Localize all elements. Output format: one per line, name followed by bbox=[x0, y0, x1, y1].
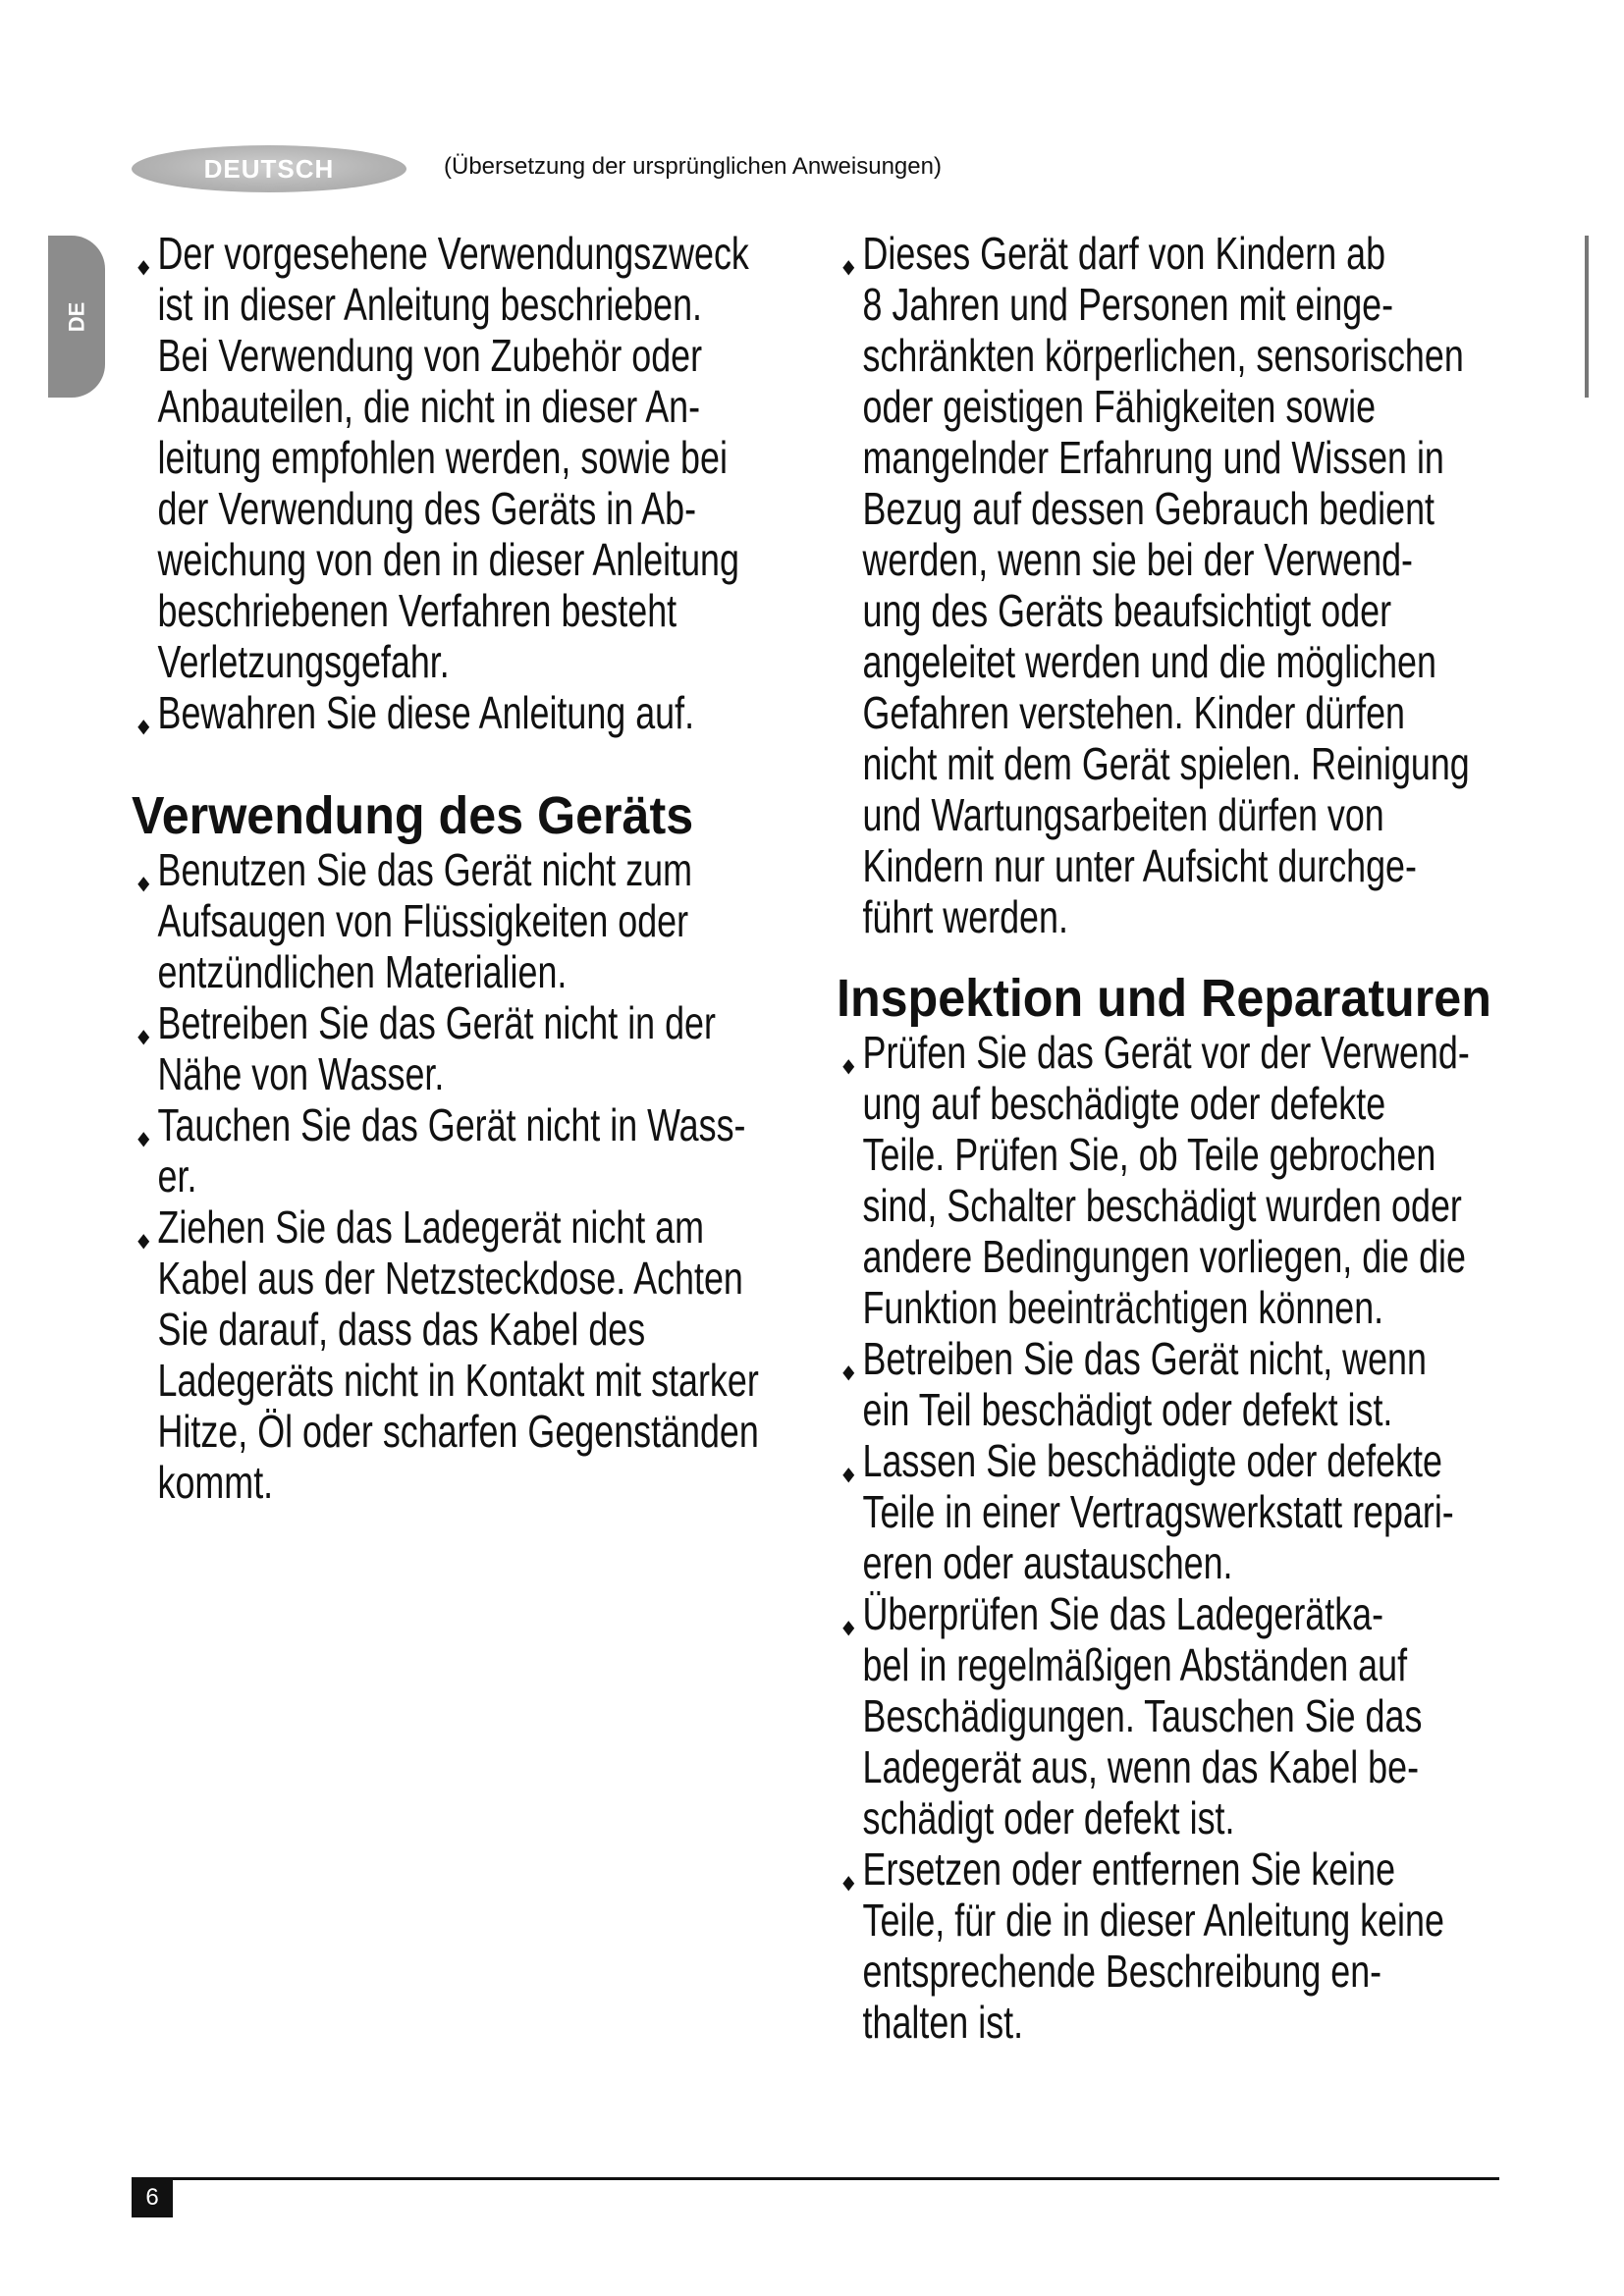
bullet-diamond-icon: ◆ bbox=[842, 1362, 855, 1383]
list-item-text: Bewahren Sie diese Anleitung auf. bbox=[157, 687, 695, 738]
list-item bbox=[837, 1588, 1526, 1843]
bullet-diamond-icon: ◆ bbox=[137, 1128, 150, 1149]
list-item-text: Der vorgesehene Verwendungszweck ist in dieser Anleitung beschrieben. Bei Verwendung von Zubehör oder Anbauteilen, die nicht in dieser An- leitung empfohlen werden, sowie bei der Verwendung des Geräts in Ab- weichung von den in dieser Anleitung beschriebenen Verfahren besteht Verletzungsgefahr. bbox=[157, 228, 749, 687]
section-heading-usage: Verwendung des Geräts bbox=[132, 786, 694, 845]
list-item bbox=[837, 1333, 1526, 1435]
section-heading-inspection: Inspektion und Reparaturen bbox=[837, 969, 1491, 1028]
bullet-diamond-icon: ◆ bbox=[137, 256, 150, 278]
list-item bbox=[132, 687, 821, 766]
list-item bbox=[132, 997, 821, 1099]
bullet-diamond-icon: ◆ bbox=[842, 1617, 855, 1638]
list-item-text: Betreiben Sie das Gerät nicht, wenn ein Teil beschädigt oder defekt ist. bbox=[862, 1333, 1427, 1435]
left-column bbox=[132, 228, 809, 1508]
list-item-text: Benutzen Sie das Gerät nicht zum Aufsaugen von Flüssigkeiten oder entzündlichen Materialien. bbox=[157, 844, 692, 997]
list-item bbox=[837, 1027, 1526, 1333]
bullet-diamond-icon: ◆ bbox=[137, 1026, 150, 1047]
list-item bbox=[837, 1435, 1526, 1588]
list-item bbox=[837, 228, 1526, 942]
bullet-diamond-icon: ◆ bbox=[137, 716, 150, 737]
list-item-text: Überprüfen Sie das Ladegerätka- bel in regelmäßigen Abständen auf Beschädigungen. Tauschen Sie das Ladegerät aus, wenn das Kabel be- schädigt oder defekt ist. bbox=[862, 1588, 1423, 1843]
list-item-text: Tauchen Sie das Gerät nicht in Wass- er. bbox=[157, 1099, 746, 1201]
bullet-diamond-icon: ◆ bbox=[842, 1055, 855, 1077]
list-item bbox=[132, 1099, 821, 1201]
language-side-tab bbox=[48, 236, 105, 398]
bullet-diamond-icon: ◆ bbox=[842, 256, 855, 278]
list-item-text: Ersetzen oder entfernen Sie keine Teile, für die in dieser Anleitung keine entsprechende Beschreibung en- thalten ist. bbox=[862, 1843, 1444, 2048]
page-number: 6 bbox=[132, 2178, 173, 2217]
list-item bbox=[132, 1201, 821, 1508]
list-item-text: Lassen Sie beschädigte oder defekte Teile in einer Vertragswerkstatt repari- eren oder austauschen. bbox=[862, 1435, 1454, 1588]
translation-note: (Übersetzung der ursprünglichen Anweisungen) bbox=[444, 153, 942, 180]
list-item bbox=[837, 1843, 1526, 2048]
right-column bbox=[837, 228, 1514, 2048]
list-item-text: Ziehen Sie das Ladegerät nicht am Kabel aus der Netzsteckdose. Achten Sie darauf, dass das Kabel des Ladegeräts nicht in Kontakt mit starker Hitze, Öl oder scharfen Gegenständen kommt. bbox=[157, 1201, 759, 1508]
bullet-diamond-icon: ◆ bbox=[137, 873, 150, 894]
bullet-diamond-icon: ◆ bbox=[842, 1464, 855, 1485]
language-badge: DEUTSCH bbox=[132, 145, 406, 192]
margin-rule bbox=[1585, 236, 1589, 398]
list-item bbox=[132, 844, 821, 997]
footer-rule bbox=[132, 2177, 1499, 2180]
side-tab-label: DE bbox=[64, 301, 88, 332]
list-item-text: Betreiben Sie das Gerät nicht in der Nähe von Wasser. bbox=[157, 997, 716, 1099]
bullet-diamond-icon: ◆ bbox=[842, 1872, 855, 1894]
list-item-text: Prüfen Sie das Gerät vor der Verwend- ung auf beschädigte oder defekte Teile. Prüfen Sie, ob Teile gebrochen sind, Schalter beschädigt wurden oder andere Bedingungen vorliegen, die die Funktion beeinträchtigen können. bbox=[862, 1027, 1470, 1333]
bullet-diamond-icon: ◆ bbox=[137, 1230, 150, 1252]
list-item bbox=[132, 228, 821, 687]
list-item-text: Dieses Gerät darf von Kindern ab 8 Jahren und Personen mit einge- schränkten körperlichen, sensorischen oder geistigen Fähigkeiten sowie mangelnder Erfahrung und Wissen in Bezug auf dessen Gebrauch bedient werden, wenn sie bei der Verwend- ung des Geräts beaufsichtigt oder angeleitet werden und die möglichen Gefahren verstehen. Kinder dürfen nicht mit dem Gerät spielen. Reinigung und Wartungsarbeiten dürfen von Kindern nur unter Aufsicht durchge- führt werden. bbox=[862, 228, 1470, 942]
